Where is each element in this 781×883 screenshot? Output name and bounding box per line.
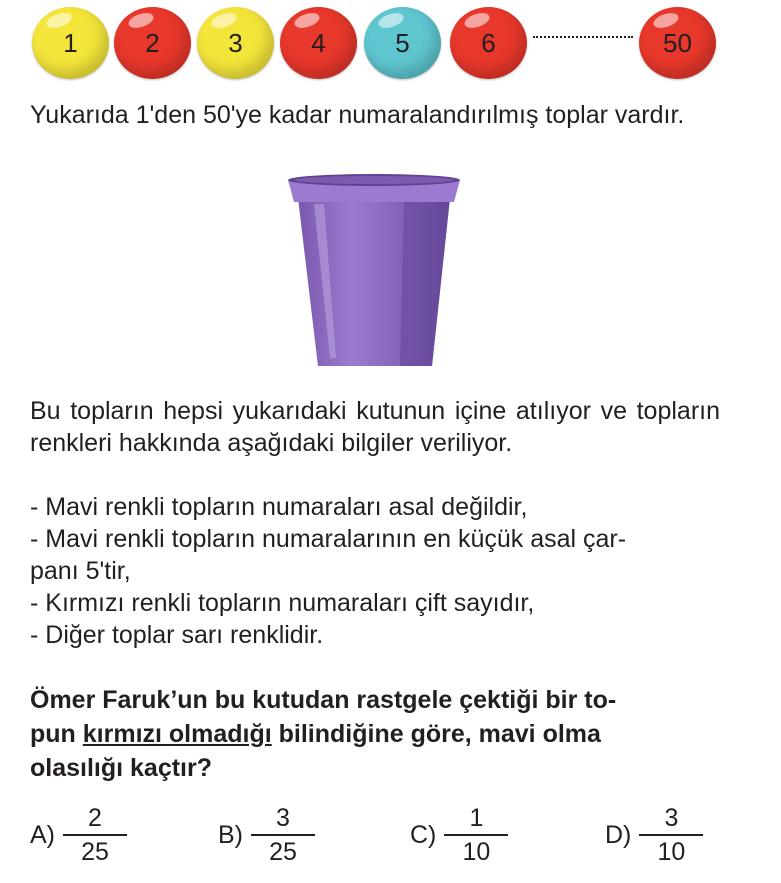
ball-6 [450, 7, 527, 79]
ball-5 [364, 7, 441, 79]
choice-letter: C) [410, 820, 437, 849]
cropped-edge [0, 15, 4, 31]
denominator: 10 [462, 838, 491, 866]
denominator: 10 [657, 838, 686, 866]
question-part: olasılığı kaçtır? [30, 754, 213, 782]
question-part: Ömer Faruk’un bu kutudan rastgele çektiği bir to- [30, 686, 617, 714]
numerator: 2 [88, 804, 102, 832]
question-text [30, 683, 720, 785]
choice-letter: A) [30, 820, 55, 849]
choice-c[interactable] [410, 800, 508, 870]
ball-label: 3 [228, 27, 243, 58]
ball-2 [114, 7, 191, 79]
choice-b[interactable] [218, 800, 315, 870]
choice-letter: B) [218, 820, 243, 849]
choice-d[interactable] [605, 800, 703, 870]
info-line: panı 5'tir, [30, 557, 131, 585]
fraction [251, 804, 315, 866]
denominator: 25 [81, 838, 109, 866]
ball-4 [280, 7, 357, 79]
intro-text: Yukarıda 1'den 50'ye kadar numaralandırılmış toplar vardır. [30, 101, 685, 129]
info-line: - Diğer toplar sarı renklidir. [30, 621, 324, 649]
ball-label: 1 [63, 27, 78, 58]
info-list [30, 491, 720, 651]
ball-3 [197, 7, 274, 79]
ball-1 [32, 7, 109, 79]
question-underlined: kırmızı olmadığı [82, 720, 272, 748]
ball-label: 2 [145, 27, 160, 58]
fraction [639, 804, 703, 866]
ball-label: 5 [395, 27, 410, 58]
fraction-bar [63, 834, 127, 836]
denominator: 25 [269, 838, 297, 866]
info-line: - Kırmızı renkli topların numaraları çift sayıdır, [30, 589, 535, 617]
choice-a[interactable] [30, 800, 127, 870]
ball-label: 4 [311, 27, 326, 58]
info-line: - Mavi renkli topların numaraları asal değildir, [30, 493, 528, 521]
ball-50 [639, 7, 716, 79]
numerator: 1 [469, 804, 484, 832]
cup-inner [294, 176, 454, 184]
ball-row [0, 0, 781, 90]
cup-illustration [284, 168, 464, 368]
fraction [63, 804, 127, 866]
ball-label: 50 [663, 27, 692, 58]
fraction [444, 804, 508, 866]
fraction-bar [639, 834, 703, 836]
body-text: Bu topların hepsi yukarıdaki kutunun içine atılıyor ve topların renkleri hakkında aşağıdaki bilgiler veriliyor. [30, 397, 720, 457]
fraction-bar [444, 834, 508, 836]
ellipsis-dots [533, 36, 633, 40]
fraction-bar [251, 834, 315, 836]
numerator: 3 [664, 804, 679, 832]
question-part: pun [30, 720, 83, 748]
choice-letter: D) [605, 820, 632, 849]
cup-shade [400, 198, 450, 366]
info-line: - Mavi renkli topların numaralarının en küçük asal çar- [30, 525, 627, 553]
numerator: 3 [276, 804, 290, 832]
ball-label: 6 [481, 27, 496, 58]
question-part: bilindiğine göre, mavi olma [271, 720, 601, 748]
